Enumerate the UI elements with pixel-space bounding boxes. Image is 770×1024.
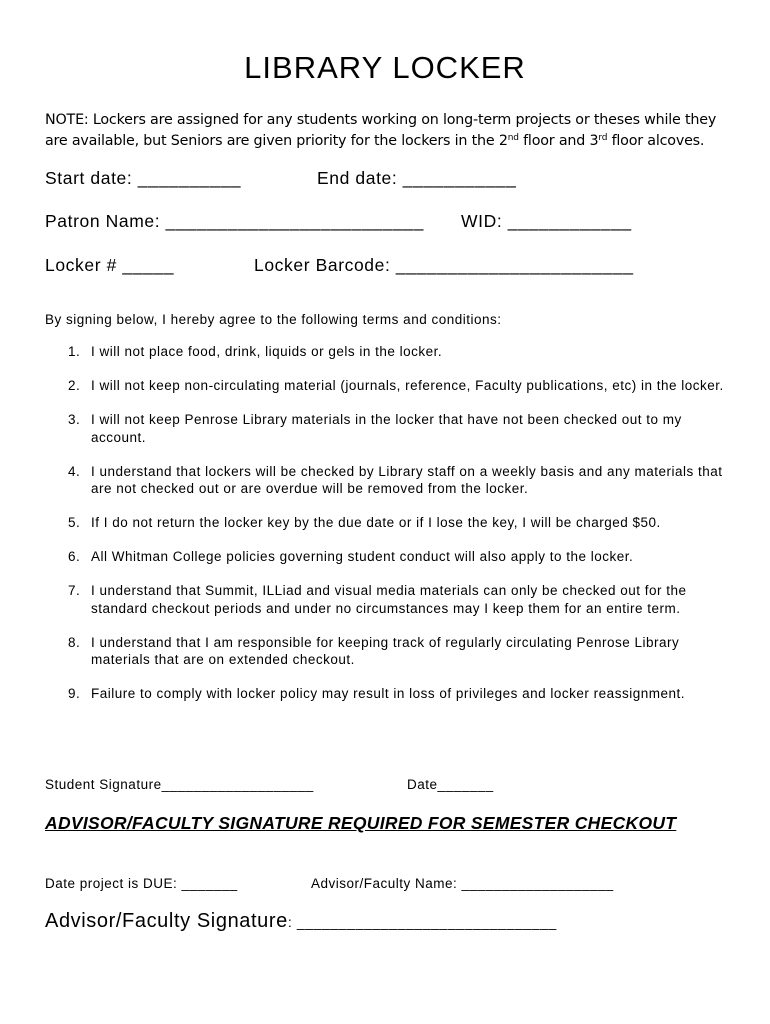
term-number: 2. — [68, 378, 81, 393]
term-item — [45, 411, 735, 446]
note-sup-nd: nd — [507, 133, 519, 143]
terms-list — [45, 343, 735, 719]
advisor-name-field[interactable]: Advisor/Faculty Name: ___________________ — [311, 876, 614, 891]
term-number: 6. — [68, 549, 81, 564]
student-signature-field[interactable]: Student Signature___________________ — [45, 777, 314, 792]
form-title: LIBRARY LOCKER — [244, 50, 526, 85]
note-sup-rd: rd — [598, 133, 608, 143]
term-number: 3. — [68, 412, 81, 427]
term-item — [45, 343, 735, 361]
term-item — [45, 548, 735, 566]
term-text: All Whitman College policies governing student conduct will also apply to the locker. — [91, 549, 634, 564]
locker-number-field[interactable]: Locker # _____ — [45, 255, 175, 275]
student-date-field[interactable]: Date_______ — [407, 777, 494, 792]
note-paragraph — [45, 110, 735, 152]
term-number: 9. — [68, 686, 81, 701]
term-item — [45, 634, 735, 669]
terms-intro: By signing below, I hereby agree to the following terms and conditions: — [45, 312, 502, 327]
term-text: Failure to comply with locker policy may result in loss of privileges and locker reassignment. — [91, 686, 685, 701]
note-text-2: floor and 3 — [518, 133, 599, 149]
advisor-section-heading: ADVISOR/FACULTY SIGNATURE REQUIRED FOR SEMESTER CHECKOUT — [45, 813, 677, 833]
term-number: 7. — [68, 583, 81, 598]
term-text: I will not keep Penrose Library materials in the locker that have not been checked out to my account. — [91, 412, 682, 445]
patron-name-field[interactable]: Patron Name: _________________________ — [45, 211, 424, 231]
term-number: 1. — [68, 344, 81, 359]
term-text: I will not place food, drink, liquids or gels in the locker. — [91, 344, 443, 359]
term-number: 4. — [68, 463, 81, 479]
note-text-1: NOTE: Lockers are assigned for any students working on long-term projects or theses while they are available, but Seniors are given priority for the lockers in the 2 — [45, 112, 717, 149]
due-date-field[interactable]: Date project is DUE: _______ — [45, 876, 238, 891]
term-item — [45, 514, 735, 532]
advisor-signature-field[interactable] — [45, 910, 557, 933]
advisor-signature-label: Advisor/Faculty Signature — [45, 910, 288, 932]
term-text: If I do not return the locker key by the due date or if I lose the key, I will be charged $50. — [91, 515, 661, 530]
term-item — [45, 582, 735, 617]
advisor-signature-line: : _______________________________ — [287, 914, 557, 930]
term-item — [45, 463, 735, 498]
term-text: I understand that lockers will be checked by Library staff on a weekly basis and any materials that are not checked out or are overdue will be removed from the locker. — [91, 463, 723, 496]
term-number: 8. — [68, 634, 81, 650]
term-number: 5. — [68, 515, 81, 530]
term-text: I will not keep non-circulating material (journals, reference, Faculty publications, etc) in the locker. — [91, 378, 724, 393]
term-text: I understand that I am responsible for keeping track of regularly circulating Penrose Library materials that are on extended checkout. — [91, 634, 680, 667]
term-item — [45, 377, 735, 395]
end-date-field[interactable]: End date: ___________ — [317, 168, 517, 188]
start-date-field[interactable]: Start date: __________ — [45, 168, 242, 188]
term-item — [45, 685, 735, 703]
wid-field[interactable]: WID: ____________ — [461, 211, 632, 231]
term-text: I understand that Summit, ILLiad and visual media materials can only be checked out for the standard checkout periods and under no circumstances may I keep them for an entire term. — [91, 583, 687, 616]
note-text-3: floor alcoves. — [607, 133, 705, 149]
locker-barcode-field[interactable]: Locker Barcode: _______________________ — [254, 255, 634, 275]
